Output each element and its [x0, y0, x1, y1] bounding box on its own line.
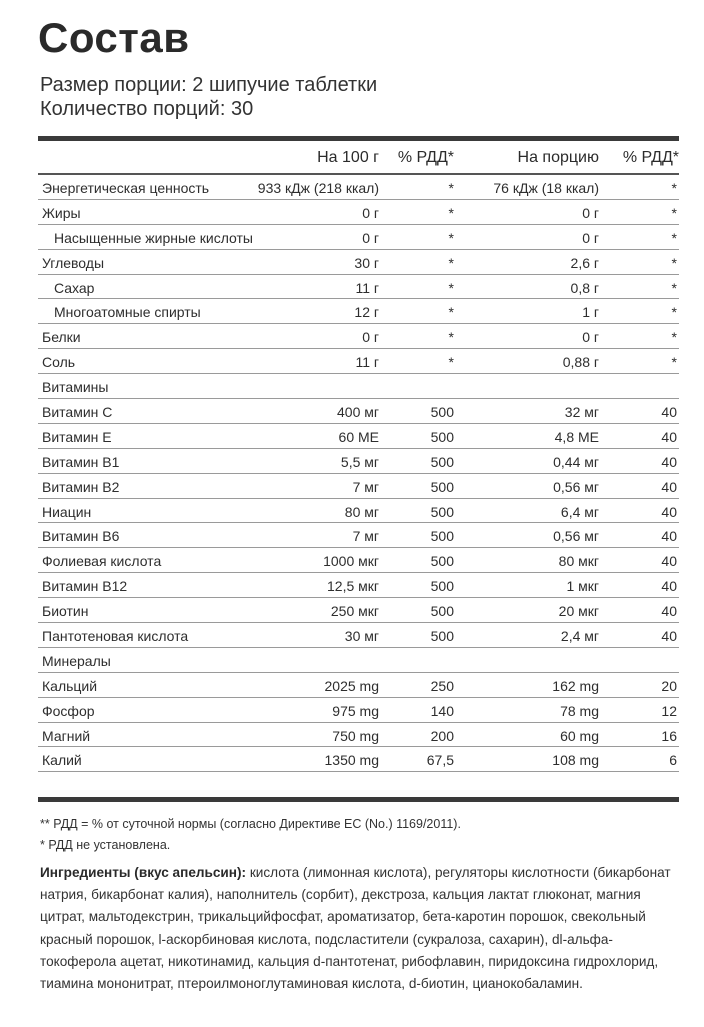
- value-per-serving: 0 г: [582, 204, 599, 221]
- value-per-serving: 80 мкг: [558, 553, 599, 570]
- nutrient-name: Витамин В12: [42, 578, 128, 595]
- servings-count: Количество порций: 30: [40, 98, 254, 120]
- rdd-per-100g: *: [448, 304, 454, 321]
- bottom-divider: [38, 797, 679, 802]
- rdd-per-100g: 500: [430, 478, 454, 495]
- header-rdd-100g: % РДД*: [397, 149, 454, 166]
- nutrient-name: Энергетическая ценность: [42, 180, 210, 196]
- nutrient-name: Витамин В1: [42, 453, 120, 470]
- rdd-per-serving: *: [671, 180, 677, 196]
- rdd-per-serving: 16: [661, 727, 677, 744]
- nutrition-table: [38, 175, 679, 772]
- value-per-serving: 0 г: [582, 329, 599, 346]
- nutrient-name: Жиры: [42, 204, 81, 221]
- rdd-per-100g: 250: [430, 677, 454, 694]
- table-row: [38, 299, 679, 324]
- nutrient-name: Минералы: [42, 652, 111, 669]
- value-per-serving: 0,88 г: [562, 354, 599, 371]
- nutrient-name: Ниацин: [42, 503, 92, 520]
- rdd-per-100g: 500: [430, 603, 454, 620]
- rdd-per-100g: 500: [430, 553, 454, 570]
- rdd-per-serving: *: [671, 204, 677, 221]
- nutrient-name: Пантотеновая кислота: [42, 628, 189, 645]
- value-per-100g: 11 г: [355, 279, 379, 296]
- table-row: [38, 175, 679, 200]
- nutrient-name: Витамин Е: [42, 428, 112, 445]
- value-per-serving: 60 mg: [560, 727, 599, 744]
- nutrient-name: Витамины: [42, 379, 109, 396]
- table-row: [38, 598, 679, 623]
- rdd-per-serving: 40: [661, 404, 677, 421]
- table-row: [38, 250, 679, 275]
- table-row: [38, 200, 679, 225]
- rdd-per-serving: 40: [661, 578, 677, 595]
- nutrient-name: Углеводы: [42, 254, 105, 271]
- rdd-per-serving: *: [671, 229, 677, 246]
- rdd-per-serving: 40: [661, 478, 677, 495]
- top-divider: [38, 136, 679, 141]
- value-per-100g: 12,5 мкг: [327, 578, 379, 595]
- value-per-100g: 933 кДж (218 ккал): [257, 180, 379, 196]
- value-per-100g: 60 МЕ: [338, 428, 379, 445]
- table-row: [38, 275, 679, 300]
- value-per-serving: 0,44 мг: [553, 453, 599, 470]
- table-row: [38, 324, 679, 349]
- ingredients-paragraph: [40, 862, 682, 995]
- value-per-100g: 0 г: [362, 229, 379, 246]
- value-per-serving: 0,56 мг: [553, 528, 599, 545]
- rdd-per-serving: 40: [661, 553, 677, 570]
- footnote-not-set: * РДД не установлена.: [40, 838, 171, 852]
- nutrient-name: Витамин В2: [42, 478, 120, 495]
- rdd-per-serving: 40: [661, 428, 677, 445]
- footnote-rdd: ** РДД = % от суточной нормы (согласно Директиве ЕС (No.) 1169/2011).: [40, 817, 461, 831]
- nutrient-name: Соль: [42, 354, 76, 371]
- rdd-per-100g: *: [448, 354, 454, 371]
- nutrient-name: Белки: [42, 329, 81, 346]
- value-per-100g: 0 г: [362, 329, 379, 346]
- value-per-100g: 1350 mg: [324, 752, 379, 769]
- value-per-serving: 2,4 мг: [560, 628, 599, 645]
- value-per-serving: 76 кДж (18 ккал): [493, 180, 599, 196]
- rdd-per-100g: *: [448, 254, 454, 271]
- value-per-100g: 5,5 мг: [340, 453, 379, 470]
- table-row: [38, 548, 679, 573]
- rdd-per-100g: 500: [430, 528, 454, 545]
- table-row: [38, 698, 679, 723]
- value-per-100g: 2025 mg: [324, 677, 379, 694]
- nutrient-name: Магний: [42, 727, 91, 744]
- table-row: [38, 449, 679, 474]
- rdd-per-serving: *: [671, 254, 677, 271]
- nutrient-name: Биотин: [42, 603, 89, 620]
- table-row: [38, 499, 679, 524]
- nutrient-name: Насыщенные жирные кислоты: [54, 229, 253, 246]
- table-row: [38, 424, 679, 449]
- table-row: [38, 673, 679, 698]
- rdd-per-serving: 40: [661, 453, 677, 470]
- value-per-serving: 78 mg: [560, 702, 599, 719]
- value-per-serving: 0,56 мг: [553, 478, 599, 495]
- rdd-per-serving: *: [671, 304, 677, 321]
- rdd-per-100g: *: [448, 204, 454, 221]
- value-per-100g: 12 г: [354, 304, 379, 321]
- value-per-100g: 30 г: [354, 254, 379, 271]
- nutrient-name: Многоатомные спирты: [54, 304, 201, 321]
- rdd-per-100g: 500: [430, 453, 454, 470]
- rdd-per-100g: 200: [430, 727, 454, 744]
- rdd-per-100g: 500: [430, 404, 454, 421]
- value-per-100g: 11 г: [355, 354, 379, 371]
- nutrient-name: Фосфор: [42, 702, 95, 719]
- rdd-per-100g: *: [448, 279, 454, 296]
- rdd-per-100g: *: [448, 229, 454, 246]
- table-row: [38, 523, 679, 548]
- rdd-per-serving: *: [671, 354, 677, 371]
- rdd-per-serving: 20: [661, 677, 677, 694]
- rdd-per-100g: 500: [430, 503, 454, 520]
- value-per-100g: 400 мг: [337, 404, 379, 421]
- value-per-serving: 1 мкг: [566, 578, 599, 595]
- ingredients-text: кислота (лимонная кислота), регуляторы кислотности (бикарбонат натрия, бикарбонат калия), наполнитель (сорбит), декстроза, кальция лактат глюконат, магния цитрат, мальтодекстрин, трикальцийфосфат, ароматизатор, бета-каротин порошок, свекольный красный порошок, l-аскорбиновая кислота, подсластители (сукралоза, сахарин), dl-альфа-токоферола ацетат, никотинамид, кальция d-пантотенат, рибофлавин, пиридоксина гидрохлорид, тиамина мононитрат, птероилмоноглутаминовая кислота, d-биотин, цианокобаламин.: [40, 865, 671, 992]
- rdd-per-serving: *: [671, 279, 677, 296]
- table-row: [38, 349, 679, 374]
- header-per-100g: На 100 г: [317, 149, 379, 166]
- value-per-serving: 0,8 г: [570, 279, 599, 296]
- nutrient-name: Калий: [42, 752, 82, 769]
- rdd-per-serving: 6: [669, 752, 677, 769]
- rdd-per-100g: 140: [430, 702, 454, 719]
- value-per-100g: 250 мкг: [330, 603, 379, 620]
- value-per-serving: 2,6 г: [570, 254, 599, 271]
- header-rdd-serving: % РДД*: [622, 149, 679, 166]
- table-row: [38, 399, 679, 424]
- table-row: [38, 747, 679, 772]
- ingredients-label: Ингредиенты (вкус апельсин):: [40, 865, 247, 880]
- rdd-per-serving: 40: [661, 603, 677, 620]
- value-per-100g: 7 мг: [352, 528, 379, 545]
- rdd-per-100g: 500: [430, 578, 454, 595]
- value-per-100g: 1000 мкг: [323, 553, 379, 570]
- header-per-serving: На порцию: [517, 149, 599, 166]
- rdd-per-serving: 40: [661, 528, 677, 545]
- value-per-100g: 7 мг: [352, 478, 379, 495]
- nutrient-name: Кальций: [42, 677, 98, 694]
- value-per-serving: 20 мкг: [558, 603, 599, 620]
- rdd-per-serving: 40: [661, 628, 677, 645]
- value-per-100g: 30 мг: [344, 628, 379, 645]
- table-row: [38, 723, 679, 748]
- rdd-per-serving: 40: [661, 503, 677, 520]
- rdd-per-100g: 500: [430, 428, 454, 445]
- nutrient-name: Витамин В6: [42, 528, 120, 545]
- table-row: [38, 374, 679, 399]
- rdd-per-serving: 12: [661, 702, 677, 719]
- table-row: [38, 474, 679, 499]
- nutrient-name: Витамин С: [42, 404, 113, 421]
- table-row: [38, 623, 679, 648]
- value-per-serving: 162 mg: [552, 677, 599, 694]
- rdd-per-100g: *: [448, 329, 454, 346]
- rdd-per-100g: *: [448, 180, 454, 196]
- rdd-per-100g: 67,5: [426, 752, 454, 769]
- nutrient-name: Фолиевая кислота: [42, 553, 162, 570]
- rdd-per-100g: 500: [430, 628, 454, 645]
- nutrient-name: Сахар: [54, 279, 95, 296]
- value-per-100g: 750 mg: [332, 727, 379, 744]
- value-per-100g: 80 мг: [344, 503, 379, 520]
- value-per-100g: 975 mg: [332, 702, 379, 719]
- value-per-serving: 32 мг: [564, 404, 599, 421]
- table-row: [38, 648, 679, 673]
- value-per-serving: 4,8 МЕ: [554, 428, 599, 445]
- value-per-serving: 1 г: [582, 304, 599, 321]
- serving-size: Размер порции: 2 шипучие таблетки: [40, 74, 378, 96]
- page-title: Состав: [38, 14, 190, 61]
- value-per-serving: 108 mg: [552, 752, 599, 769]
- value-per-100g: 0 г: [362, 204, 379, 221]
- table-header: [38, 147, 679, 175]
- value-per-serving: 6,4 мг: [560, 503, 599, 520]
- rdd-per-serving: *: [671, 329, 677, 346]
- table-row: [38, 225, 679, 250]
- table-row: [38, 573, 679, 598]
- value-per-serving: 0 г: [582, 229, 599, 246]
